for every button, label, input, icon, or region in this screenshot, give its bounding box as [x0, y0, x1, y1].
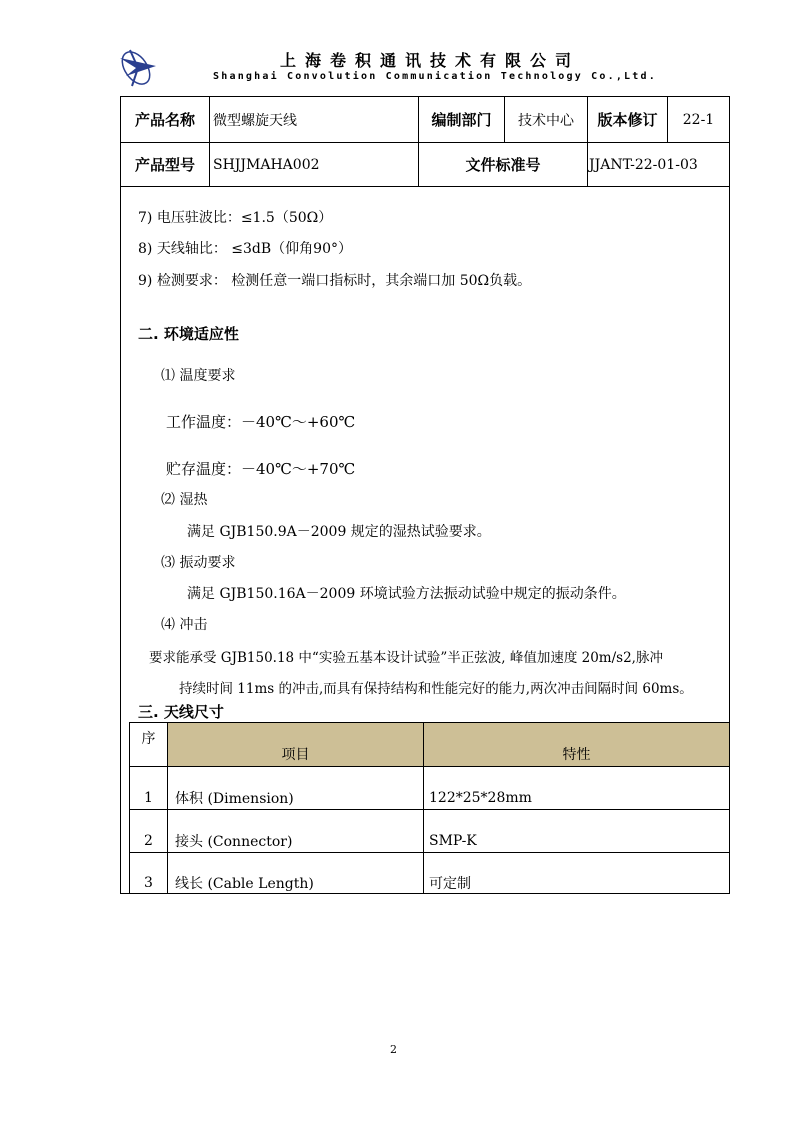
spec-item: 9) 检测要求： 检测任意一端口指标时，其余端口加 50Ω负载。 [138, 273, 532, 289]
humid-text: 满足 GJB150.9A－2009 规定的湿热试验要求。 [187, 524, 491, 540]
env-heading: 二. 环境适应性 [138, 325, 239, 343]
shock-line2: 持续时间 11ms 的冲击,而具有保持结构和性能完好的能力,两次冲击间隔时间 60ms。 [179, 681, 693, 697]
company-name-en: Shanghai Convolution Communication Technology Co.,Ltd. [213, 71, 657, 82]
spec-item: 8) 天线轴比： ≤3dB（仰角90°） [138, 241, 352, 257]
humid-title: ⑵ 湿热 [161, 492, 208, 508]
dims-heading: 三. 天线尺寸 [138, 703, 224, 721]
dept-label: 编制部门 [431, 111, 492, 129]
table-row-prop: 122*25*28mm [429, 790, 532, 806]
doc-no-value: JJANT-22-01-03 [589, 156, 698, 173]
col-seq-header: 序 [141, 731, 156, 747]
spec-item: 7) 电压驻波比：≤1.5（50Ω） [138, 210, 333, 226]
col-item-header: 项目 [281, 747, 310, 763]
shock-line1: 要求能承受 GJB150.18 中“实验五基本设计试验”半正弦波, 峰值加速度 20m/s2,脉冲 [149, 650, 663, 666]
col-prop-header: 特性 [562, 747, 591, 763]
vib-title: ⑶ 振动要求 [161, 555, 236, 571]
dept-value: 技术中心 [518, 112, 574, 129]
table-row-seq: 3 [144, 875, 153, 891]
model-value: SHJJMAHA002 [213, 156, 320, 173]
table-row-item: 线长 (Cable Length) [175, 876, 314, 892]
revision-label: 版本修订 [597, 111, 658, 129]
doc-no-label: 文件标准号 [465, 156, 541, 174]
document-frame [120, 96, 730, 894]
shock-title: ⑷ 冲击 [161, 617, 208, 633]
table-row-seq: 1 [144, 790, 153, 806]
vib-text: 满足 GJB150.16A－2009 环境试验方法振动试验中规定的振动条件。 [187, 586, 626, 602]
table-row-prop: SMP-K [429, 833, 477, 849]
temp-title: ⑴ 温度要求 [161, 368, 236, 384]
store-temp: 贮存温度：－40℃～+70℃ [166, 460, 356, 478]
table-row-item: 接头 (Connector) [175, 834, 293, 850]
table-row-seq: 2 [144, 833, 153, 849]
revision-value: 22-1 [682, 111, 715, 128]
table-row-prop: 可定制 [429, 876, 471, 892]
product-name-value: 微型螺旋天线 [213, 112, 297, 129]
page-number: 2 [390, 1043, 397, 1056]
model-label: 产品型号 [134, 156, 195, 174]
table-row-item: 体积 (Dimension) [175, 791, 294, 807]
product-name-label: 产品名称 [134, 111, 195, 129]
company-name-cn: 上海卷积通讯技术有限公司 [279, 51, 580, 70]
work-temp: 工作温度：－40℃～+60℃ [166, 413, 356, 431]
company-logo [116, 46, 158, 90]
